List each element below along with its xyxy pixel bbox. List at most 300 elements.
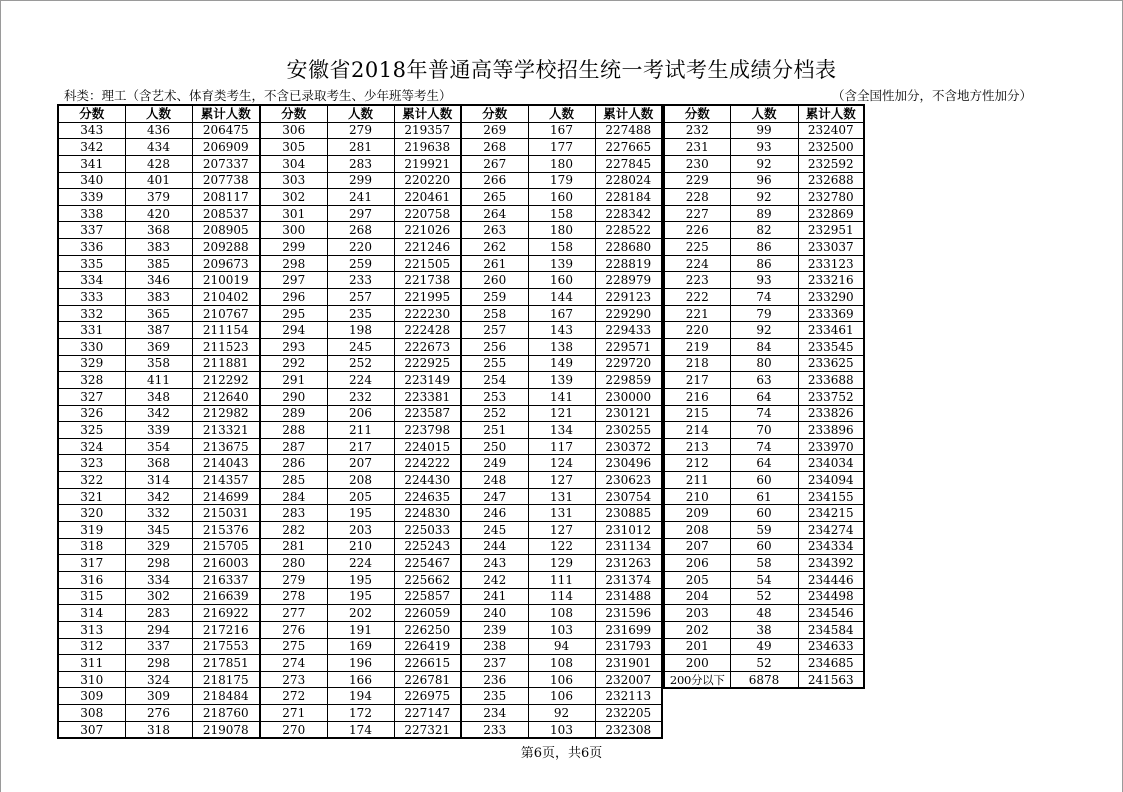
table-row xyxy=(664,422,864,439)
table-cell: 321 xyxy=(58,488,125,505)
table-cell: 224015 xyxy=(394,438,461,455)
table-cell: 365 xyxy=(125,305,192,322)
table-cell: 241 xyxy=(327,189,394,206)
table-cell: 314 xyxy=(125,472,192,489)
table-row xyxy=(58,405,461,422)
table-row xyxy=(461,189,662,206)
table-cell: 212640 xyxy=(192,388,260,405)
table-row xyxy=(58,588,461,605)
table-cell: 297 xyxy=(327,205,394,222)
table-cell: 385 xyxy=(125,255,192,272)
header-count: 人数 xyxy=(125,105,192,122)
table-cell: 226975 xyxy=(394,688,461,705)
table-cell: 306 xyxy=(260,122,327,139)
table-cell: 206909 xyxy=(192,139,260,156)
table-header-row xyxy=(58,105,461,122)
table-cell: 208 xyxy=(327,472,394,489)
table-cell: 266 xyxy=(461,172,528,189)
table-cell: 299 xyxy=(327,172,394,189)
table-row xyxy=(58,172,461,189)
table-cell: 84 xyxy=(730,338,798,355)
table-cell: 311 xyxy=(58,655,125,672)
table-cell: 233625 xyxy=(798,355,864,372)
table-cell: 264 xyxy=(461,205,528,222)
table-row xyxy=(58,355,461,372)
table-cell: 369 xyxy=(125,338,192,355)
table-row xyxy=(58,605,461,622)
table-cell: 227845 xyxy=(595,155,662,172)
table-cell: 232951 xyxy=(798,222,864,239)
table-row xyxy=(461,705,662,722)
table-cell: 230754 xyxy=(595,488,662,505)
table-cell: 251 xyxy=(461,422,528,439)
table-cell: 216 xyxy=(664,388,730,405)
table-cell: 231699 xyxy=(595,621,662,638)
table-cell: 64 xyxy=(730,388,798,405)
table-cell: 129 xyxy=(528,555,595,572)
table-cell: 292 xyxy=(260,355,327,372)
table-cell: 230885 xyxy=(595,505,662,522)
table-row xyxy=(461,122,662,139)
table-cell: 222230 xyxy=(394,305,461,322)
table-row xyxy=(461,588,662,605)
table-cell: 297 xyxy=(260,272,327,289)
table-cell: 287 xyxy=(260,438,327,455)
table-cell: 214043 xyxy=(192,455,260,472)
table-cell: 210 xyxy=(664,488,730,505)
table-cell: 243 xyxy=(461,555,528,572)
table-cell: 209 xyxy=(664,505,730,522)
table-cell: 217 xyxy=(664,372,730,389)
table-row xyxy=(58,488,461,505)
table-row xyxy=(58,338,461,355)
table-cell: 236 xyxy=(461,671,528,688)
table-row xyxy=(58,122,461,139)
table-cell: 229720 xyxy=(595,355,662,372)
table-cell: 212292 xyxy=(192,372,260,389)
table-cell: 324 xyxy=(125,671,192,688)
table-cell: 222673 xyxy=(394,338,461,355)
table-cell: 317 xyxy=(58,555,125,572)
table-cell: 106 xyxy=(528,688,595,705)
table-cell: 200 xyxy=(664,655,730,672)
table-cell: 327 xyxy=(58,388,125,405)
table-row xyxy=(461,671,662,688)
table-cell: 93 xyxy=(730,272,798,289)
table-row xyxy=(664,222,864,239)
table-cell: 260 xyxy=(461,272,528,289)
table-cell: 224635 xyxy=(394,488,461,505)
table-cell: 234 xyxy=(461,705,528,722)
table-cell: 234498 xyxy=(798,588,864,605)
table-cell: 224830 xyxy=(394,505,461,522)
table-cell: 234633 xyxy=(798,638,864,655)
table-cell: 288 xyxy=(260,422,327,439)
table-row xyxy=(664,322,864,339)
table-cell: 223381 xyxy=(394,388,461,405)
table-cell: 343 xyxy=(58,122,125,139)
table-cell: 310 xyxy=(58,671,125,688)
table-cell: 208117 xyxy=(192,189,260,206)
table-row xyxy=(664,621,864,638)
table-cell: 234155 xyxy=(798,488,864,505)
table-cell: 196 xyxy=(327,655,394,672)
table-cell: 224 xyxy=(327,555,394,572)
table-row xyxy=(664,172,864,189)
table-cell: 86 xyxy=(730,255,798,272)
table-cell: 221505 xyxy=(394,255,461,272)
table-cell: 103 xyxy=(528,621,595,638)
table-cell: 225467 xyxy=(394,555,461,572)
table-cell: 280 xyxy=(260,555,327,572)
table-header-row xyxy=(461,105,662,122)
bonus-note: （含全国性加分，不含地方性加分） xyxy=(832,88,1033,103)
table-cell: 96 xyxy=(730,172,798,189)
table-row xyxy=(58,671,461,688)
table-cell: 195 xyxy=(327,571,394,588)
table-row xyxy=(461,255,662,272)
table-cell: 219921 xyxy=(394,155,461,172)
table-cell: 231901 xyxy=(595,655,662,672)
table-cell: 223 xyxy=(664,272,730,289)
table-cell: 74 xyxy=(730,405,798,422)
table-cell: 234094 xyxy=(798,472,864,489)
table-cell: 342 xyxy=(125,488,192,505)
table-cell: 383 xyxy=(125,289,192,306)
table-cell: 204 xyxy=(664,588,730,605)
table-cell: 221995 xyxy=(394,289,461,306)
table-cell: 282 xyxy=(260,522,327,539)
table-row xyxy=(461,372,662,389)
table-cell: 111 xyxy=(528,571,595,588)
table-cell: 211 xyxy=(664,472,730,489)
table-row xyxy=(461,305,662,322)
table-cell: 232500 xyxy=(798,139,864,156)
table-row xyxy=(664,122,864,139)
table-cell: 215705 xyxy=(192,538,260,555)
table-cell: 358 xyxy=(125,355,192,372)
header-cumulative: 累计人数 xyxy=(394,105,461,122)
table-row xyxy=(461,155,662,172)
table-cell: 217851 xyxy=(192,655,260,672)
table-row xyxy=(664,338,864,355)
table-cell: 233 xyxy=(327,272,394,289)
table-cell: 258 xyxy=(461,305,528,322)
table-cell: 179 xyxy=(528,172,595,189)
table-cell: 231488 xyxy=(595,588,662,605)
table-cell: 223798 xyxy=(394,422,461,439)
table-cell: 215031 xyxy=(192,505,260,522)
table-cell: 309 xyxy=(58,688,125,705)
table-cell: 225243 xyxy=(394,538,461,555)
table-cell: 233752 xyxy=(798,388,864,405)
table-cell: 212 xyxy=(664,455,730,472)
table-cell: 339 xyxy=(125,422,192,439)
table-row xyxy=(461,488,662,505)
table-cell: 208537 xyxy=(192,205,260,222)
table-cell: 338 xyxy=(58,205,125,222)
table-cell: 318 xyxy=(58,538,125,555)
table-row xyxy=(461,272,662,289)
table-cell: 227488 xyxy=(595,122,662,139)
table-cell: 245 xyxy=(461,522,528,539)
table-row xyxy=(58,189,461,206)
table-row xyxy=(664,538,864,555)
table-cell: 229433 xyxy=(595,322,662,339)
table-row xyxy=(58,222,461,239)
table-cell: 200分以下 xyxy=(664,671,730,688)
table-cell: 241 xyxy=(461,588,528,605)
table-cell: 233 xyxy=(461,721,528,738)
table-row xyxy=(58,388,461,405)
table-cell: 257 xyxy=(461,322,528,339)
table-cell: 227147 xyxy=(394,705,461,722)
table-cell: 290 xyxy=(260,388,327,405)
table-cell: 143 xyxy=(528,322,595,339)
table-cell: 222428 xyxy=(394,322,461,339)
header-count: 人数 xyxy=(327,105,394,122)
table-row xyxy=(664,655,864,672)
table-cell: 233123 xyxy=(798,255,864,272)
table-row xyxy=(461,638,662,655)
table-cell: 134 xyxy=(528,422,595,439)
table-row xyxy=(58,289,461,306)
table-cell: 256 xyxy=(461,338,528,355)
table-cell: 207 xyxy=(664,538,730,555)
table-cell: 227665 xyxy=(595,139,662,156)
table-cell: 248 xyxy=(461,472,528,489)
table-row xyxy=(461,422,662,439)
score-table-block-b xyxy=(460,104,663,739)
table-cell: 307 xyxy=(58,721,125,738)
table-cell: 283 xyxy=(260,505,327,522)
table-cell: 319 xyxy=(58,522,125,539)
table-cell: 216003 xyxy=(192,555,260,572)
table-cell: 298 xyxy=(125,555,192,572)
left-border xyxy=(0,0,1,792)
table-cell: 277 xyxy=(260,605,327,622)
table-cell: 217553 xyxy=(192,638,260,655)
table-cell: 210767 xyxy=(192,305,260,322)
table-cell: 379 xyxy=(125,189,192,206)
table-row xyxy=(664,239,864,256)
table-cell: 334 xyxy=(125,571,192,588)
table-cell: 281 xyxy=(260,538,327,555)
table-cell: 314 xyxy=(58,605,125,622)
table-cell: 218175 xyxy=(192,671,260,688)
table-cell: 231596 xyxy=(595,605,662,622)
table-cell: 124 xyxy=(528,455,595,472)
table-row xyxy=(461,555,662,572)
table-cell: 234034 xyxy=(798,455,864,472)
table-cell: 263 xyxy=(461,222,528,239)
table-row xyxy=(58,621,461,638)
table-cell: 230623 xyxy=(595,472,662,489)
table-cell: 228 xyxy=(664,189,730,206)
table-cell: 225662 xyxy=(394,571,461,588)
table-cell: 254 xyxy=(461,372,528,389)
table-cell: 332 xyxy=(125,505,192,522)
table-cell: 59 xyxy=(730,522,798,539)
table-cell: 80 xyxy=(730,355,798,372)
table-row xyxy=(664,388,864,405)
table-cell: 296 xyxy=(260,289,327,306)
table-cell: 216337 xyxy=(192,571,260,588)
table-cell: 337 xyxy=(125,638,192,655)
table-cell: 234334 xyxy=(798,538,864,555)
table-cell: 169 xyxy=(327,638,394,655)
table-row xyxy=(664,588,864,605)
table-cell: 94 xyxy=(528,638,595,655)
table-cell: 139 xyxy=(528,372,595,389)
table-cell: 180 xyxy=(528,155,595,172)
table-cell: 227 xyxy=(664,205,730,222)
table-cell: 209673 xyxy=(192,255,260,272)
page-number: 第6页，共6页 xyxy=(520,746,603,761)
table-cell: 231 xyxy=(664,139,730,156)
table-row xyxy=(664,472,864,489)
table-cell: 167 xyxy=(528,122,595,139)
table-cell: 259 xyxy=(327,255,394,272)
table-row xyxy=(461,472,662,489)
table-cell: 241563 xyxy=(798,671,864,688)
table-cell: 276 xyxy=(125,705,192,722)
table-cell: 232 xyxy=(327,388,394,405)
table-cell: 411 xyxy=(125,372,192,389)
table-cell: 158 xyxy=(528,239,595,256)
table-cell: 228522 xyxy=(595,222,662,239)
table-row xyxy=(58,538,461,555)
table-cell: 262 xyxy=(461,239,528,256)
table-cell: 127 xyxy=(528,522,595,539)
table-cell: 228342 xyxy=(595,205,662,222)
table-row xyxy=(58,721,461,738)
table-cell: 60 xyxy=(730,472,798,489)
table-cell: 298 xyxy=(260,255,327,272)
table-cell: 203 xyxy=(664,605,730,622)
table-cell: 211154 xyxy=(192,322,260,339)
header-score: 分数 xyxy=(58,105,125,122)
table-cell: 299 xyxy=(260,239,327,256)
table-cell: 265 xyxy=(461,189,528,206)
table-row xyxy=(461,438,662,455)
header-score: 分数 xyxy=(260,105,327,122)
table-cell: 121 xyxy=(528,405,595,422)
table-cell: 261 xyxy=(461,255,528,272)
table-row xyxy=(58,638,461,655)
table-cell: 302 xyxy=(125,588,192,605)
table-cell: 228024 xyxy=(595,172,662,189)
table-cell: 269 xyxy=(461,122,528,139)
table-cell: 180 xyxy=(528,222,595,239)
table-cell: 221738 xyxy=(394,272,461,289)
table-cell: 232 xyxy=(664,122,730,139)
table-cell: 255 xyxy=(461,355,528,372)
table-cell: 218760 xyxy=(192,705,260,722)
table-cell: 308 xyxy=(58,705,125,722)
table-row xyxy=(58,255,461,272)
table-cell: 216639 xyxy=(192,588,260,605)
table-cell: 205 xyxy=(664,571,730,588)
table-cell: 141 xyxy=(528,388,595,405)
table-cell: 242 xyxy=(461,571,528,588)
table-cell: 315 xyxy=(58,588,125,605)
table-row xyxy=(664,139,864,156)
table-cell: 209288 xyxy=(192,239,260,256)
table-row xyxy=(461,355,662,372)
table-cell: 205 xyxy=(327,488,394,505)
top-border xyxy=(0,0,1123,1)
table-row xyxy=(461,172,662,189)
table-cell: 342 xyxy=(125,405,192,422)
table-cell: 331 xyxy=(58,322,125,339)
table-cell: 247 xyxy=(461,488,528,505)
table-row xyxy=(461,322,662,339)
table-cell: 210402 xyxy=(192,289,260,306)
table-cell: 259 xyxy=(461,289,528,306)
table-row xyxy=(58,705,461,722)
table-cell: 206 xyxy=(664,555,730,572)
table-row xyxy=(58,239,461,256)
table-cell: 224430 xyxy=(394,472,461,489)
table-cell: 210019 xyxy=(192,272,260,289)
table-cell: 302 xyxy=(260,189,327,206)
table-cell: 216922 xyxy=(192,605,260,622)
table-cell: 283 xyxy=(125,605,192,622)
table-cell: 232407 xyxy=(798,122,864,139)
table-cell: 198 xyxy=(327,322,394,339)
table-row xyxy=(664,505,864,522)
table-row xyxy=(664,605,864,622)
table-cell: 230496 xyxy=(595,455,662,472)
table-cell: 214357 xyxy=(192,472,260,489)
table-cell: 226250 xyxy=(394,621,461,638)
table-row xyxy=(461,222,662,239)
table-cell: 279 xyxy=(260,571,327,588)
table-cell: 234274 xyxy=(798,522,864,539)
table-cell: 235 xyxy=(461,688,528,705)
table-cell: 93 xyxy=(730,139,798,156)
table-cell: 271 xyxy=(260,705,327,722)
table-row xyxy=(664,522,864,539)
table-cell: 144 xyxy=(528,289,595,306)
table-cell: 330 xyxy=(58,338,125,355)
table-cell: 214699 xyxy=(192,488,260,505)
table-cell: 329 xyxy=(58,355,125,372)
table-row xyxy=(664,355,864,372)
table-cell: 312 xyxy=(58,638,125,655)
table-cell: 341 xyxy=(58,155,125,172)
table-cell: 89 xyxy=(730,205,798,222)
table-cell: 222 xyxy=(664,289,730,306)
table-cell: 38 xyxy=(730,621,798,638)
table-cell: 86 xyxy=(730,239,798,256)
table-row xyxy=(664,405,864,422)
table-cell: 177 xyxy=(528,139,595,156)
table-cell: 211523 xyxy=(192,338,260,355)
table-cell: 232592 xyxy=(798,155,864,172)
table-cell: 234685 xyxy=(798,655,864,672)
category-note: 科类：理工（含艺术、体育类考生，不含已录取考生、少年班等考生） xyxy=(64,88,452,103)
table-cell: 229571 xyxy=(595,338,662,355)
header-score: 分数 xyxy=(461,105,528,122)
table-cell: 232007 xyxy=(595,671,662,688)
table-cell: 387 xyxy=(125,322,192,339)
table-cell: 267 xyxy=(461,155,528,172)
header-cumulative: 累计人数 xyxy=(595,105,662,122)
table-row xyxy=(664,372,864,389)
table-cell: 273 xyxy=(260,671,327,688)
